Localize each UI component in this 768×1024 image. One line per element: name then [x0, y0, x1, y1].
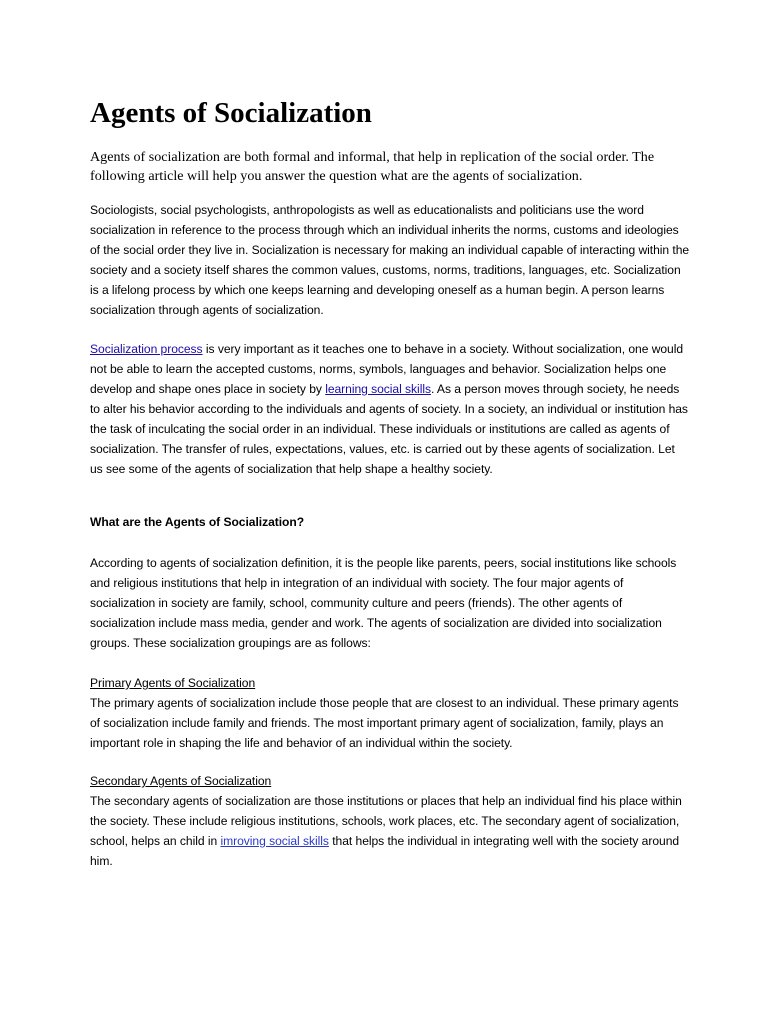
secondary-agents-heading: Secondary Agents of Socialization — [90, 774, 272, 788]
intro-paragraph: Agents of socialization are both formal and informal, that help in replication of the social order. The following article will help you answer the question what are the agents of socialization. — [90, 149, 655, 184]
primary-agents-text: The primary agents of socialization include those people that are closest to an individual. These primary agents of socialization include family and friends. The most important primary agent of socialization, family, plays an important role in shaping the life and behavior of an individual within the society. — [90, 696, 679, 750]
secondary-agents-section — [90, 771, 690, 871]
primary-agents-heading: Primary Agents of Socialization — [90, 676, 256, 690]
primary-agents-section — [90, 673, 690, 753]
secondary-text-part2: that helps the individual in integrating well with the society around him. — [90, 834, 680, 868]
paragraph-agents-definition: According to agents of socialization definition, it is the people like parents, peers, social institutions like schools and religious institutions that help in integration of an individual with society. The four major agents of socialization in society are family, school, community culture and peers (friends). The other agents of socialization include mass media, gender and work. The agents of socialization are divided into socialization groups. These socialization groupings are as follows: — [90, 556, 677, 650]
secondary-text-part1: The secondary agents of socialization are those institutions or places that help an individual find his place within the society. These include religious institutions, schools, work places, etc. The secondary agent of socialization, school, helps an child in — [90, 794, 682, 848]
learning-social-skills-link[interactable]: learning social skills — [325, 382, 431, 396]
paragraph2-text-part1: is very important as it teaches one to behave in a society. Without socialization, one would not be able to learn the accepted customs, norms, symbols, languages and behavior. Socialization helps one develop and shape ones place in society by — [90, 342, 684, 396]
section-heading-what-are-agents: What are the Agents of Socialization? — [90, 515, 305, 529]
paragraph-socialization-process — [90, 339, 690, 479]
secondary-agents-text — [90, 791, 690, 871]
improving-social-skills-link[interactable]: imroving social skills — [220, 834, 329, 848]
paragraph2-text-part2: . As a person moves through society, he needs to alter his behavior according to the individuals and agents of society. In a society, an individual or institution has the task of inculcating the social order in an individual. These individuals or institutions are called as agents of socialization. The transfer of rules, expectations, values, etc. is carried out by these agents of socialization. Let us see some of the agents of socialization that help shape a healthy society. — [90, 382, 688, 476]
page-title: Agents of Socialization — [90, 97, 372, 129]
socialization-process-link[interactable]: Socialization process — [90, 342, 203, 356]
paragraph-socialization-overview: Sociologists, social psychologists, anthropologists as well as educationalists and politicians use the word socialization in reference to the process through which an individual inherits the norms, customs and ideologies of the social order they live in. Socialization is necessary for making an individual capable of interacting within the society and a society itself shares the common values, customs, norms, traditions, languages, etc. Socialization is a lifelong process by which one keeps learning and developing oneself as a human begin. A person learns socialization through agents of socialization. — [90, 203, 690, 317]
